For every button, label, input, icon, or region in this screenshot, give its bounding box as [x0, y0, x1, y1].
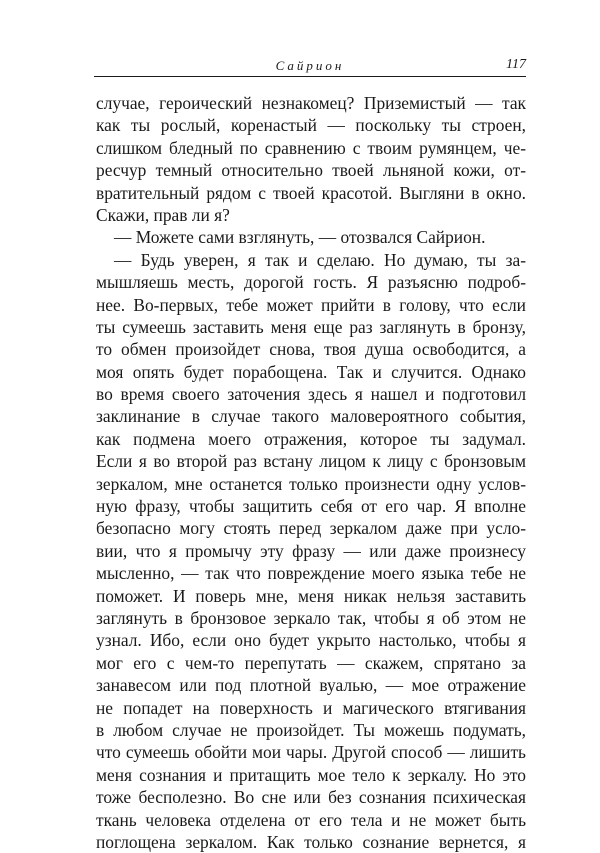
text-line: мышляешь месть, дорогой гость. Я разъясню подроб-	[96, 272, 526, 293]
text-line: то обмен произойдет снова, твоя душа освободится, а	[96, 339, 526, 360]
text-line: не попадет на поверхность и магического втягивания	[96, 697, 526, 718]
text-line: нее. Во-первых, тебе может прийти в голову, что если	[96, 294, 526, 315]
text-line: безопасно могу стоять перед зеркалом даже при усло-	[96, 518, 526, 539]
text-line: ную фразу, чтобы защитить себя от его чар. Я вполне	[96, 496, 526, 517]
text-line: заклинание в случае такого маловероятного события,	[96, 406, 526, 427]
text-line: ресчур темный относительно твоей льняной кожи, от-	[96, 160, 526, 181]
running-title: Сайрион	[275, 58, 345, 73]
text-line: узнал. Ибо, если оно будет укрыто настолько, чтобы я	[96, 630, 526, 651]
page-number: 117	[506, 57, 526, 72]
text-line: — Можете сами взглянуть, — отозвался Сайрион.	[114, 227, 486, 248]
text-line: в любом случае не произойдет. Ты можешь подумать,	[96, 719, 526, 740]
text-line: занавесом или под плотной вуалью, — мое отражение	[96, 675, 526, 696]
text-line: мог его с чем-то перепутать — скажем, спрятано за	[96, 652, 526, 673]
text-line: моя опять будет порабощена. Так и случится. Однако	[96, 361, 526, 382]
text-line: поглощена зеркалом. Как только сознание вернется, я	[96, 831, 526, 852]
text-line: заглянуть в бронзовое зеркало так, чтобы я об этом не	[96, 607, 526, 628]
text-line: зеркалом, мне останется только произнести одну услов-	[96, 473, 526, 494]
text-line: ты сумеешь заставить меня еще раз заглянуть в бронзу,	[96, 316, 526, 337]
text-line: во время своего заточения здесь я нашел и подготовил	[96, 384, 526, 405]
text-line: что сумеешь обойти мои чары. Другой способ — лишить	[96, 742, 526, 763]
text-line: Скажи, прав ли я?	[96, 204, 230, 225]
text-line: — Будь уверен, я так и сделаю. Но думаю, ты за-	[114, 249, 526, 270]
text-line: слишком бледный по сравнению с твоим румянцем, че-	[96, 137, 526, 158]
text-line: вратительный рядом с твоей красотой. Выгляни в окно.	[96, 182, 526, 203]
text-line: мысленно, — так что повреждение моего языка тебе не	[96, 563, 526, 584]
text-line: ткань человека отделена от его тела и не может быть	[96, 809, 526, 830]
text-line: Если я во второй раз встану лицом к лицу с бронзовым	[96, 451, 526, 472]
text-line: случае, героический незнакомец? Приземистый — так	[96, 93, 526, 113]
running-head	[94, 52, 526, 77]
text-line: тоже бесполезно. Во сне или без сознания психическая	[96, 787, 526, 808]
text-line: вии, что я промычу эту фразу — или даже произнесу	[96, 540, 526, 561]
text-line: поможет. И поверь мне, меня никак нельзя заставить	[96, 585, 526, 606]
text-line: как ты рослый, коренастый — поскольку ты строен,	[96, 115, 526, 136]
text-line: меня сознания и притащить мое тело к зеркалу. Но это	[96, 764, 526, 785]
text-line: как подмена моего отражения, которое ты задумал.	[96, 428, 526, 449]
body-text	[96, 92, 526, 853]
